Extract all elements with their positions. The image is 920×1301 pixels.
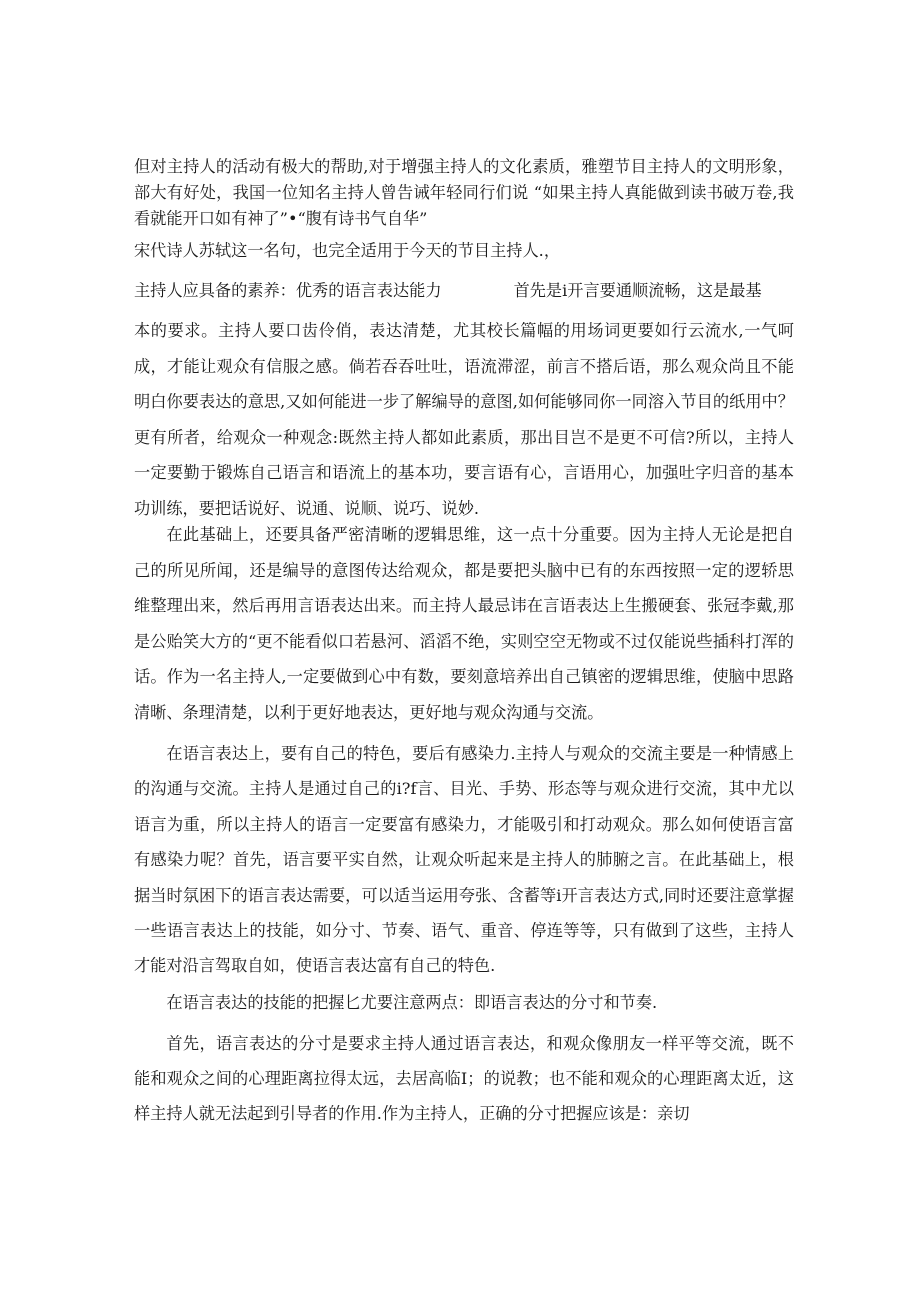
paragraph-lead: 首先是i开言要通顺流畅，这是最基 [513, 281, 762, 300]
intro-paragraph: 但对主持人的活动有极大的帮助,对于增强主持人的文化素质，雅塑节目主持人的文明形象，部大有好处，我国一位知名主持人曾告诫年轻同行们说 “如果主持人真能做到读书破万卷,我看就能开口如有神了”•“腹有诗书气自华” [134, 157, 794, 228]
section-heading: 主持人应具备的素养：优秀的语言表达能力 [134, 281, 442, 300]
quote-attribution-line: 宋代诗人苏轼这一名句，也完全适用于今天的节目主持人.， [134, 241, 561, 260]
paragraph-proportion: 首先，语言表达的分寸是要求主持人通过语言表达，和观众像朋友一样平等交流，既不能和观众之间的心理距离拉得太远，去居高临I；的说教；也不能和观众的心理距离太近，这样主持人就无法起到引导者的作用.作为主持人，正确的分寸把握应该是：亲切 [134, 1034, 794, 1123]
paragraph-fluency: 本的要求。主持人要口齿伶俏，表达清楚，尤其校长篇幅的用场词更要如行云流水,一气呵成，才能让观众有信服之感。倘若吞吞吐吐，语流滞涩，前言不搭后语，那么观众尚且不能明白你要表达的意思,又如何能进一步了解编导的意图,如何能够同你一同溶入节目的纸用中？更有所者，给观众一种观念:既然主持人都如此素质，那出目岂不是更不可信?所以，主持人一定要勤于锻炼自己语言和语流上的基本功，要言语有心，言语用心，加强吐字归音的基本功训练，要把话说好、说通、说顺、说巧、说妙. [134, 321, 794, 518]
paragraph-skills: 在语言表达的技能的把握匕尤要注意两点：即语言表达的分寸和节奏. [166, 993, 658, 1012]
section-heading-line [134, 278, 794, 304]
paragraph-logic: 在此基础上，还要具备严密清晰的逻辑思维，这一点十分重要。因为主持人无论是把自己的所见所闻，还是编导的意图传达给观众，都是要把头脑中已有的东西按照一定的逻轿思维整理出来，然后再用言语表达出来。而主持人最忌讳在言语表达上生搬硬套、张冠李戴,那是公贻笑大方的“更不能看似口若悬河、滔滔不绝，实则空空无物或不过仅能说些插科打浑的话。作为一名主持人,一定要做到心中有数，要刻意培养出自己镇密的逻辑思维，使脑中思路清晰、条理清楚，以利于更好地表达，更好地与观众沟通与交流。 [134, 525, 794, 722]
paragraph-style: 在语言表达上，要有自己的特色，要后有感染力.主持人与观众的交流主要是一种情感上的沟通与交流。主持人是通过自己的i?f言、目光、手势、形态等与观众进行交流，其中尤以语言为重，所以主持人的语言一定要富有感染力，才能吸引和打动观众。那么如何使语言富有感染力呢？首先，语言要平实自然，让观众听起来是主持人的肺腑之言。在此基础上，根据当时氛困下的语言表达需要，可以适当运用夸张、含蓄等i开言表达方式,同时还要注意掌握一些语言表达上的技能，如分寸、节奏、语气、重音、停连等等，只有做到了这些，主持人才能对沿言驾取自如，使语言表达富有自己的特色. [134, 744, 794, 976]
